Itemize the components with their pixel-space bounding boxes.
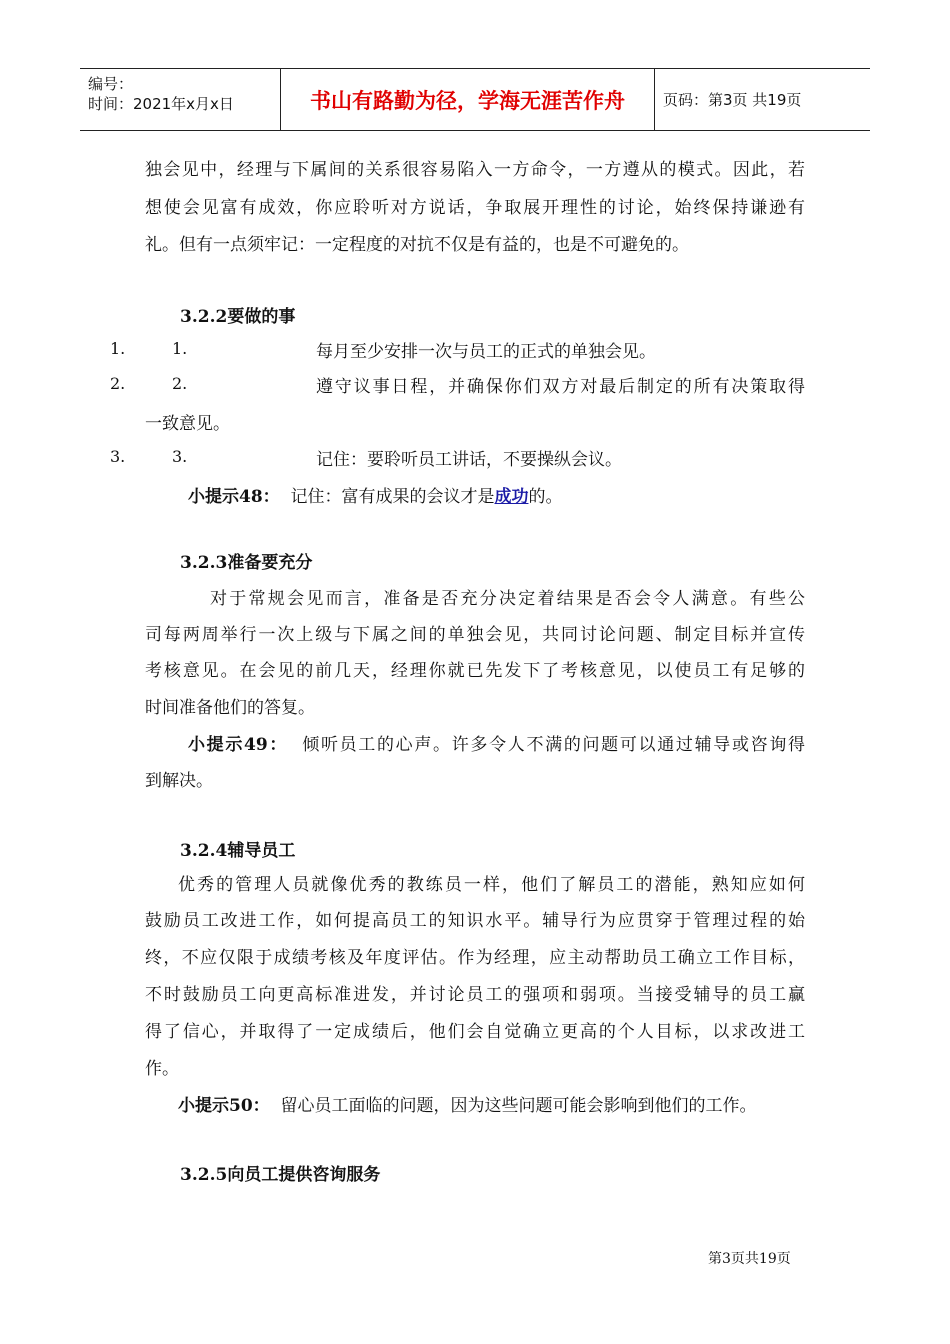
tip-49 [188, 730, 805, 755]
page-header [80, 68, 870, 131]
success-link[interactable]: 成功 [494, 487, 529, 507]
tip-text-end: 的。 [528, 487, 563, 507]
paragraph-line: 不时鼓励员工向更高标准进发，并讨论员工的强项和弱项。当接受辅导的员工赢 [145, 985, 805, 1005]
paragraph-line: 司每两周举行一次上级与下属之间的单独会见，共同讨论问题、制定目标并宣传 [145, 625, 805, 645]
list-outer-number: 1. [110, 339, 126, 358]
list-outer-number: 3. [110, 447, 126, 466]
tip-label: 小提示49： [188, 735, 289, 755]
tip-text: 倾听员工的心声。许多令人不满的问题可以通过辅导或咨询得 [302, 735, 806, 755]
intro-line-3: 礼。但有一点须牢记：一定程度的对抗不仅是有益的，也是不可避免的。 [145, 235, 689, 255]
list-outer-number: 2. [110, 374, 126, 393]
header-time-label: 时间：2021年x月x日 [88, 95, 234, 113]
paragraph-line: 鼓励员工改进工作，如何提高员工的知识水平。辅导行为应贯穿于管理过程的始 [145, 911, 805, 931]
tip-label: 小提示48： [188, 487, 280, 507]
tip-50 [178, 1091, 756, 1116]
page-footer: 第3页共19页 [708, 1251, 791, 1267]
header-motto: 书山有路勤为径，学海无涯苦作舟 [281, 69, 655, 130]
intro-line-2: 想使会见富有成效，你应聆听对方说话，争取展开理性的讨论，始终保持谦逊有 [145, 198, 805, 218]
paragraph-line: 作。 [145, 1059, 179, 1079]
paragraph-line: 考核意见。在会见的前几天，经理你就已先发下了考核意见，以使员工有足够的 [145, 661, 805, 681]
header-page-label: 页码：第3页 共19页 [663, 91, 802, 109]
list-item-text: 记住：要聆听员工讲话，不要操纵会议。 [316, 450, 622, 470]
paragraph-line: 优秀的管理人员就像优秀的教练员一样，他们了解员工的潜能，熟知应如何 [178, 875, 805, 895]
section-heading-3-2-4: 3.2.4辅导员工 [180, 841, 296, 861]
header-meta-cell [80, 69, 281, 130]
paragraph-line: 终，不应仅限于成绩考核及年度评估。作为经理，应主动帮助员工确立工作目标， [145, 948, 805, 968]
paragraph-line: 时间准备他们的答复。 [145, 698, 315, 718]
header-number-label: 编号： [88, 75, 134, 93]
list-item-continuation: 一致意见。 [145, 414, 230, 434]
list-item-text: 遵守议事日程，并确保你们双方对最后制定的所有决策取得 [316, 377, 805, 397]
intro-line-1: 独会见中，经理与下属间的关系很容易陷入一方命令，一方遵从的模式。因此，若 [145, 160, 805, 180]
section-heading-3-2-2: 3.2.2要做的事 [180, 307, 296, 327]
list-inner-number: 3. [172, 447, 188, 466]
tip-48 [188, 482, 562, 507]
list-inner-number: 2. [172, 374, 188, 393]
list-item-text: 每月至少安排一次与员工的正式的单独会见。 [316, 342, 656, 362]
paragraph-line: 对于常规会见而言，准备是否充分决定着结果是否会令人满意。有些公 [210, 589, 805, 609]
tip-text: 留心员工面临的问题，因为这些问题可能会影响到他们的工作。 [280, 1096, 757, 1116]
paragraph-line: 得了信心，并取得了一定成绩后，他们会自觉确立更高的个人目标，以求改进工 [145, 1022, 805, 1042]
list-inner-number: 1. [172, 339, 188, 358]
tip-label: 小提示50： [178, 1096, 270, 1116]
section-heading-3-2-5: 3.2.5向员工提供咨询服务 [180, 1165, 381, 1185]
tip-text: 记住：富有成果的会议才是 [290, 487, 495, 507]
tip-49-continuation: 到解决。 [145, 771, 213, 791]
section-heading-3-2-3: 3.2.3准备要充分 [180, 553, 313, 573]
